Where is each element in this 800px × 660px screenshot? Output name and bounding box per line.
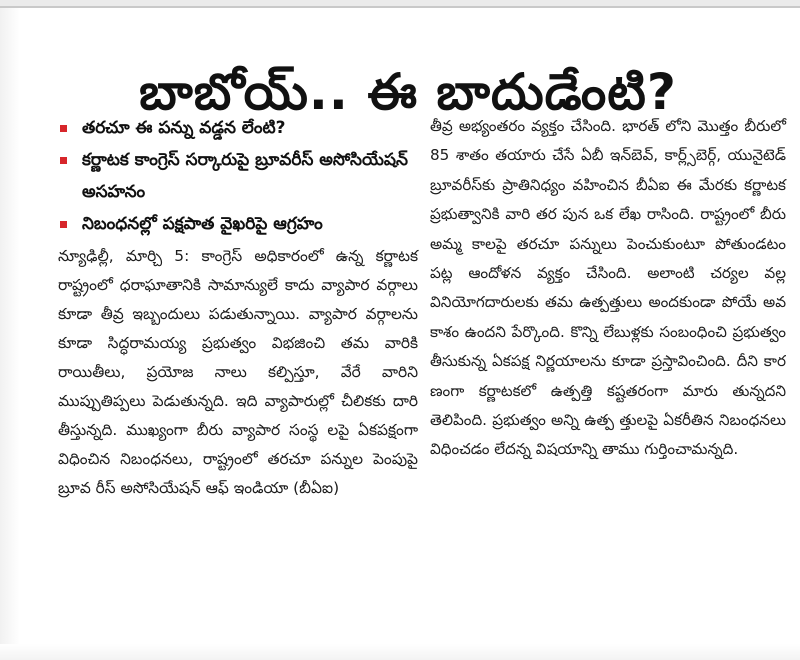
subhead-list — [58, 112, 418, 240]
left-column — [58, 112, 418, 640]
bullet-square-icon — [60, 125, 67, 132]
bottom-shadow — [0, 644, 800, 660]
subhead-item — [58, 144, 418, 208]
subhead-text: తరచూ ఈ పన్ను వడ్డన లేంటి? — [82, 118, 286, 138]
article-paragraph-right: తీవ్ర అభ్యంతరం వ్యక్తం చేసింది. భారత్ లోని మొత్తం బీరులో 85 శాతం తయారు చేసే ఏబీ ఇన్‌బెవ్, కార్ల్స్‌బెర్గ్, యునైటెడ్ బ్రూవరీస్‌కు ప్రాతినిధ్యం వహించిన బీఏఐ ఈ మేరకు కర్ణాటక ప్రభుత్వానికి వారి తర పున ఒక లేఖ రాసింది. రాష్ట్రంలో బీరు అమ్మ కాలపై తరచూ పన్నులు పెంచుకుంటూ పోతుండటం పట్ల ఆందోళన వ్యక్తం చేసింది. అలాంటి చర్యల వల్ల వినియోగదారులకు తమ ఉత్పత్తులు అందకుండా పోయే అవ కాశం ఉందని పేర్కొంది. కొన్ని లేబుళ్లకు సంబంధించి ప్రభుత్వం తీసుకున్న ఏకపక్ష నిర్ణయాలను కూడా ప్రస్తావించింది. దీని కార ణంగా కర్ణాటకలో ఉత్పత్తి కష్టతరంగా మారు తున్నదని తెలిపింది. ప్రభుత్వం అన్ని ఉత్ప త్తులపై ఏకరీతిన నిబంధనలు విధించడం లేదన్న విషయాన్ని తాము గుర్తించామన్నది. — [430, 117, 786, 459]
subhead-text: కర్ణాటక కాంగ్రెస్ సర్కారుపై బ్రూవరీస్ అసోసియేషన్ అసహనం — [82, 150, 408, 202]
bullet-square-icon — [60, 221, 67, 228]
headline: బాబోయ్.. ఈ బాదుడేంటి? — [139, 62, 677, 121]
top-border — [0, 0, 800, 8]
article-paragraph-left: న్యూఢిల్లీ, మార్చి 5: కాంగ్రెస్ అధికారంలో ఉన్న కర్ణాటక రాష్ట్రంలో ధరాఘాతానికి సామాన్యులే కాదు వ్యాపార వర్గాలు కూడా తీవ్ర ఇబ్బందులు పడుతున్నాయి. వ్యాపార వర్గాలను కూడా సిద్ధరామయ్య ప్రభుత్వం విభజించి తమ వారికి రాయితీలు, ప్రయోజ నాలు కల్పిస్తూ, వేరే వారిని ముప్పుతిప్పలు పెడుతున్నది. ఇది వ్యాపారుల్లో చీలికకు దారి తీస్తున్నది. ముఖ్యంగా బీరు వ్యాపార సంస్థ లపై ఏకపక్షంగా విధించిన నిబంధనలు, రాష్ట్రంలో తరచూ పన్నుల పెంపుపై బ్రూవ రీస్ అసోసియేషన్ ఆఫ్ ఇండియా (బీఏఐ) — [58, 247, 418, 497]
article-body — [34, 112, 786, 640]
page-shadow — [0, 8, 20, 660]
right-column — [430, 112, 786, 640]
subhead-text: నిబంధనల్లో పక్షపాత వైఖరిపై ఆగ్రహం — [82, 214, 323, 234]
subhead-item — [58, 112, 418, 144]
bullet-square-icon — [60, 157, 67, 164]
subhead-item — [58, 208, 418, 240]
